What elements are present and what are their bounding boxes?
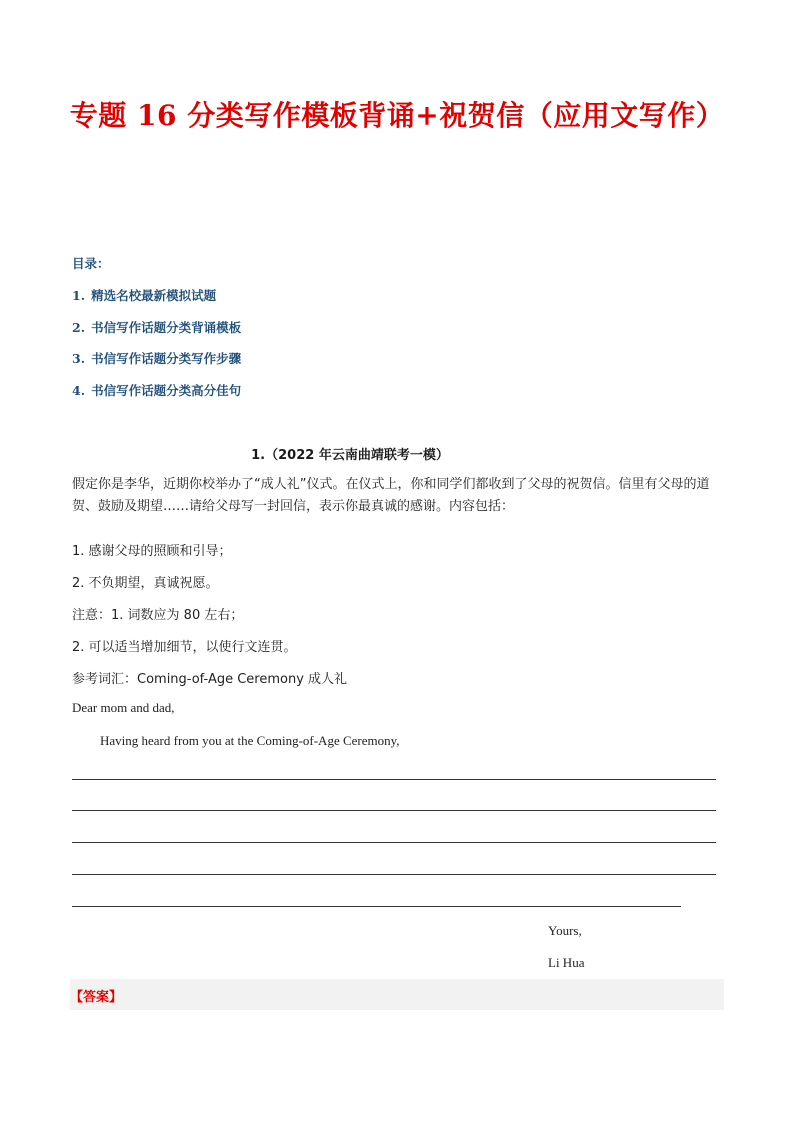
- note-1: 注意：1. 词数应为 80 左右；: [72, 608, 244, 623]
- question-heading: 1.（2022 年云南曲靖联考一模）: [251, 448, 449, 463]
- toc-heading: 目录：: [72, 256, 110, 271]
- toc-item: [72, 286, 241, 306]
- note-2: 2. 可以适当增加细节，以使行文连贯。: [72, 640, 297, 655]
- reference-vocabulary: 参考词汇：Coming-of-Age Ceremony 成人礼: [72, 672, 348, 687]
- content-point-2: 2. 不负期望，真诚祝愿。: [72, 576, 219, 591]
- writing-line: [72, 810, 716, 811]
- writing-line: [72, 842, 716, 843]
- letter-opening-sentence: Having heard from you at the Coming-of-Age Ceremony,: [100, 733, 400, 748]
- question-prompt: 假定你是李华，近期你校举办了“成人礼”仪式。在仪式上，你和同学们都收到了父母的祝贺信。信里有父母的道贺、鼓励及期望……请给父母写一封回信，表示你最真诚的感谢。内容包括：: [72, 477, 710, 514]
- toc-item: [72, 318, 241, 338]
- toc-item-number: 2.: [72, 319, 86, 335]
- table-of-contents: [72, 254, 241, 412]
- answer-section: [70, 979, 724, 1010]
- writing-line: [72, 779, 716, 780]
- toc-item-label: 书信写作话题分类高分佳句: [91, 382, 242, 398]
- writing-line: [72, 906, 681, 907]
- writing-line: [72, 874, 716, 875]
- toc-item: [72, 349, 241, 369]
- content-point-1: 1. 感谢父母的照顾和引导；: [72, 544, 232, 559]
- toc-item-label: 精选名校最新模拟试题: [91, 288, 217, 303]
- answer-label: 【答案】: [70, 990, 123, 1005]
- toc-item: [72, 381, 241, 401]
- toc-item-label: 书信写作话题分类写作步骤: [91, 351, 242, 366]
- toc-item-label: 书信写作话题分类背诵模板: [91, 319, 242, 335]
- page-title: 专题 16 分类写作模板背诵+祝贺信（应用文写作）: [69, 99, 725, 132]
- letter-signature: Li Hua: [548, 955, 585, 970]
- toc-item-number: 4.: [72, 382, 86, 398]
- letter-greeting: Dear mom and dad,: [72, 700, 175, 715]
- toc-item-number: 3.: [72, 351, 86, 366]
- letter-closing: Yours,: [548, 923, 582, 938]
- toc-item-number: 1.: [72, 288, 86, 303]
